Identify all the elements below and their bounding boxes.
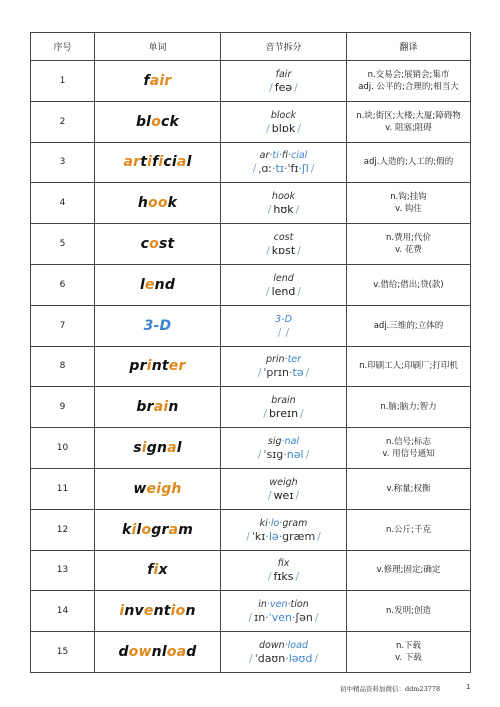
text-segment: i [119, 603, 125, 620]
text-segment: k [121, 521, 132, 538]
translation-line: v.修理;固定;确定 [376, 565, 441, 576]
text-segment: · [298, 162, 302, 176]
table-row [31, 632, 471, 673]
text-segment: ʃən [295, 611, 313, 625]
phonetic [221, 611, 346, 624]
slash-mark: / [305, 448, 310, 462]
slash-mark: / [295, 488, 300, 502]
text-segment: oa [166, 644, 187, 661]
text-segment: nt [151, 358, 169, 375]
word-cell [95, 264, 221, 305]
word-cell [95, 591, 221, 632]
text-segment: tion [290, 599, 309, 611]
text-segment: f [152, 154, 159, 171]
text-segment: ai [153, 399, 169, 416]
footer-note: 初中精品资料加微信：ddm23778 [340, 685, 441, 693]
row-number: 15 [31, 632, 95, 673]
table-row [31, 387, 471, 428]
text-segment: s [133, 440, 142, 457]
phonetic [221, 81, 346, 94]
text-segment: fair [275, 68, 292, 80]
phonetic [221, 285, 346, 298]
row-number: 3 [31, 142, 95, 183]
slash-mark: / [277, 325, 282, 339]
word-cell [95, 142, 221, 183]
slash-mark: / [266, 244, 270, 258]
text-segment: ki [259, 517, 268, 529]
translation-cell [347, 346, 471, 387]
syllable-cell [221, 224, 347, 265]
text-segment: tɪ [275, 162, 284, 176]
text-segment: h [137, 195, 148, 212]
text-segment: a [167, 440, 177, 457]
text-segment: o [149, 236, 159, 253]
phonetic [221, 448, 346, 461]
text-segment: load [287, 640, 308, 652]
text-segment: br [136, 399, 154, 416]
word-cell [95, 61, 221, 102]
text-segment: x [158, 562, 168, 579]
text-segment: tə [292, 366, 304, 380]
translation-cell [347, 509, 471, 550]
word-cell [95, 183, 221, 224]
syllable-cell [221, 61, 347, 102]
text-segment: ˈdaʊn [254, 652, 286, 666]
text-segment: · [287, 599, 291, 611]
syllable-cell [221, 468, 347, 509]
text-segment: d [186, 644, 197, 661]
syllables [221, 190, 346, 203]
text-segment: i [131, 521, 137, 538]
translation-cell [347, 632, 471, 673]
header-num: 序号 [31, 33, 95, 61]
text-segment: ləʊd [288, 652, 313, 666]
syllables [221, 435, 346, 448]
text-segment: · [266, 599, 270, 611]
slash-mark: / [248, 611, 253, 625]
slash-mark: / [266, 121, 270, 135]
text-segment: · [289, 366, 293, 380]
syllables [221, 313, 346, 326]
slash-mark: / [246, 529, 250, 543]
text-segment: e [144, 276, 155, 293]
slash-mark: / [295, 203, 300, 217]
text-segment: · [278, 529, 283, 543]
text-segment: fi [281, 150, 288, 162]
text-segment: gn [146, 440, 168, 457]
text-segment: ʃl [301, 162, 309, 176]
row-number: 9 [31, 387, 95, 428]
row-number: 13 [31, 550, 95, 591]
slash-mark: / [267, 488, 272, 502]
translation-cell [347, 264, 471, 305]
slash-mark: / [267, 203, 272, 217]
text-segment: nəl [286, 448, 304, 462]
text-segment: · [281, 436, 285, 448]
text-segment: f [147, 562, 154, 579]
text-segment: in [258, 599, 267, 611]
text-segment: down [259, 640, 285, 652]
translation-line: n.脑;脑力;智力 [380, 402, 437, 413]
text-segment: hook [271, 191, 296, 203]
syllable-cell [221, 428, 347, 469]
text-segment: lo [270, 517, 280, 529]
syllables [221, 394, 346, 407]
text-segment: io [170, 603, 186, 620]
translation-line: adj.三维的;立体的 [373, 320, 444, 331]
text-segment: c [140, 236, 150, 253]
syllables [221, 557, 346, 570]
syllable-cell [221, 346, 347, 387]
word-cell [95, 305, 221, 346]
text-segment: weigh [269, 476, 298, 488]
word-cell [95, 468, 221, 509]
row-number: 5 [31, 224, 95, 265]
translation-line: v.借给;借出;贷(款) [373, 279, 444, 290]
table-row [31, 224, 471, 265]
text-segment: lend [271, 284, 296, 298]
translation-line: v. 钩住 [395, 204, 422, 215]
syllables [221, 109, 346, 122]
phonetic [221, 570, 346, 583]
text-segment: · [284, 640, 288, 652]
translation-cell [347, 61, 471, 102]
slash-mark: / [263, 407, 267, 421]
row-number: 12 [31, 509, 95, 550]
text-segment: st [158, 236, 175, 253]
word-cell [95, 387, 221, 428]
phonetic [221, 326, 346, 339]
row-number: 8 [31, 346, 95, 387]
text-segment: air [149, 72, 172, 89]
text-segment: t [140, 154, 148, 171]
header-translation: 翻译 [347, 33, 471, 61]
translation-line: n.块;街区;大楼;大厦;障碍物 [356, 110, 461, 121]
vocabulary-table [30, 32, 471, 673]
text-segment: blɒk [271, 121, 296, 135]
text-segment: · [278, 150, 282, 162]
table-row [31, 428, 471, 469]
text-segment: d [118, 644, 129, 661]
text-segment: 3-D [275, 313, 292, 325]
text-segment: l [176, 440, 182, 457]
slash-mark: / [257, 448, 262, 462]
text-segment: l [139, 276, 145, 293]
text-segment: er [168, 358, 186, 375]
translation-line: v.称量;权衡 [386, 483, 431, 494]
row-number: 14 [31, 591, 95, 632]
word-cell [95, 101, 221, 142]
text-segment: i [146, 358, 152, 375]
text-segment: n [168, 399, 179, 416]
text-segment: f [143, 72, 150, 89]
table-row [31, 305, 471, 346]
table-row [31, 550, 471, 591]
text-segment: ˌɑː [258, 162, 273, 176]
text-segment: ar [259, 150, 270, 162]
translation-line: v. 下载 [395, 653, 422, 664]
syllable-cell [221, 142, 347, 183]
text-segment: fix [277, 558, 290, 570]
slash-mark: / [305, 366, 310, 380]
text-segment: nt [153, 603, 171, 620]
text-segment: a [168, 521, 179, 538]
text-segment: i [147, 154, 153, 171]
slash-mark: / [252, 162, 257, 176]
header-word: 单词 [95, 33, 221, 61]
slash-mark: / [294, 80, 298, 94]
translation-line: n.下载 [395, 641, 422, 652]
table-row [31, 142, 471, 183]
translation-line: adj.人造的;人工的;假的 [363, 157, 454, 168]
translation-line: n.费用;代价 [386, 233, 431, 244]
text-segment: ter [287, 354, 302, 366]
text-segment: · [272, 162, 276, 176]
table-row [31, 468, 471, 509]
text-segment: ˈprɪn [263, 366, 289, 380]
phonetic [221, 244, 346, 257]
slash-mark: / [314, 652, 319, 666]
text-segment: eigh [146, 480, 182, 497]
text-segment: ti [272, 150, 279, 162]
text-segment: ck [161, 113, 180, 130]
text-segment: k [167, 195, 178, 212]
text-segment: fɪks [273, 570, 294, 584]
row-number: 4 [31, 183, 95, 224]
text-segment: ow [128, 644, 152, 661]
syllables [221, 68, 346, 81]
table-row [31, 264, 471, 305]
text-segment: o [141, 521, 152, 538]
phonetic [221, 366, 346, 379]
text-segment: nv [124, 603, 144, 620]
text-segment: gr [151, 521, 169, 538]
text-segment: bl [135, 113, 152, 130]
text-segment: hʊk [273, 203, 294, 217]
text-segment: · [284, 354, 288, 366]
text-segment: breɪn [268, 407, 299, 421]
translation-cell [347, 387, 471, 428]
syllables [221, 231, 346, 244]
syllable-cell [221, 550, 347, 591]
text-segment: e [143, 603, 154, 620]
syllable-cell [221, 632, 347, 673]
phonetic [221, 407, 346, 420]
text-segment: i [158, 154, 164, 171]
table-header-row [31, 33, 471, 61]
phonetic [221, 162, 346, 175]
table-row [31, 61, 471, 102]
slash-mark: / [285, 325, 290, 339]
phonetic [221, 530, 346, 543]
text-segment: i [141, 440, 147, 457]
text-segment: pr [129, 358, 147, 375]
text-segment: ci [163, 154, 177, 171]
text-segment: block [270, 109, 297, 121]
text-segment: lend [273, 272, 294, 284]
row-number: 6 [31, 264, 95, 305]
slash-mark: / [310, 162, 315, 176]
syllables [221, 639, 346, 652]
slash-mark: / [317, 529, 321, 543]
translation-cell [347, 224, 471, 265]
translation-cell [347, 142, 471, 183]
syllables [221, 598, 346, 611]
translation-cell [347, 101, 471, 142]
table-row [31, 101, 471, 142]
phonetic [221, 203, 346, 216]
text-segment: sig [267, 436, 282, 448]
text-segment: ˈkɪ [251, 529, 266, 543]
syllables [221, 149, 346, 162]
text-segment: · [283, 162, 288, 176]
text-segment: · [265, 611, 269, 625]
text-segment: w [133, 480, 147, 497]
translation-line: n.印刷工人;印刷厂;打印机 [359, 361, 458, 372]
syllable-cell [221, 305, 347, 346]
table-body [31, 61, 471, 673]
table-row [31, 183, 471, 224]
word-cell [95, 550, 221, 591]
text-segment: o [151, 113, 162, 130]
row-number: 2 [31, 101, 95, 142]
table-row [31, 509, 471, 550]
translation-cell [347, 468, 471, 509]
text-segment: · [285, 652, 289, 666]
slash-mark: / [295, 570, 300, 584]
table-row [31, 346, 471, 387]
text-segment: ɪn [254, 611, 266, 625]
row-number: 11 [31, 468, 95, 509]
slash-mark: / [267, 570, 272, 584]
phonetic [221, 489, 346, 502]
slash-mark: / [257, 366, 262, 380]
text-segment: · [291, 611, 296, 625]
text-segment: ˈfɪ [287, 162, 299, 176]
text-segment: weɪ [273, 488, 294, 502]
text-segment: m [178, 521, 194, 538]
text-segment: · [283, 448, 287, 462]
slash-mark: / [297, 244, 301, 258]
text-segment: nd [154, 276, 176, 293]
syllables [221, 476, 346, 489]
translation-line: n.交易会;展销会;集市 [367, 69, 450, 80]
text-segment: i [153, 562, 159, 579]
word-cell [95, 224, 221, 265]
translation-line: n.信号;标志 [386, 437, 431, 448]
syllable-cell [221, 264, 347, 305]
slash-mark: / [300, 407, 304, 421]
text-segment: lə [268, 529, 279, 543]
translation-line: n.发明;创造 [386, 606, 431, 617]
text-segment: ˈven [268, 611, 292, 625]
text-segment: a [176, 154, 187, 171]
row-number: 10 [31, 428, 95, 469]
text-segment: · [265, 529, 269, 543]
slash-mark: / [297, 284, 302, 298]
translation-cell [347, 591, 471, 632]
translation-line: v. 用信号通知 [382, 449, 435, 460]
text-segment: prin [265, 354, 285, 366]
syllables [221, 353, 346, 366]
text-segment: · [267, 517, 271, 529]
syllables [221, 517, 346, 530]
text-segment: græm [282, 529, 316, 543]
page-number: 1 [466, 683, 471, 691]
syllable-cell [221, 591, 347, 632]
word-cell [95, 346, 221, 387]
text-segment: kɒst [271, 244, 296, 258]
text-segment: gram [282, 517, 308, 529]
syllable-cell [221, 509, 347, 550]
text-segment: cost [273, 232, 294, 244]
row-number: 1 [31, 61, 95, 102]
text-segment: feə [274, 80, 293, 94]
text-segment: l [186, 154, 192, 171]
translation-cell [347, 183, 471, 224]
text-segment: · [279, 517, 283, 529]
text-segment: cial [291, 150, 308, 162]
syllable-cell [221, 183, 347, 224]
text-segment: brain [271, 395, 296, 407]
text-segment: n [185, 603, 196, 620]
text-segment: oo [148, 195, 168, 212]
text-segment: l [136, 521, 142, 538]
word-cell [95, 632, 221, 673]
text-segment: ven [269, 599, 288, 611]
text-segment: 3-D [143, 317, 172, 334]
slash-mark: / [248, 652, 253, 666]
syllable-cell [221, 101, 347, 142]
translation-line: v. 阻塞;阻碍 [385, 122, 432, 133]
slash-mark: / [265, 284, 270, 298]
text-segment: · [287, 150, 291, 162]
text-segment: nal [284, 436, 300, 448]
translation-cell [347, 550, 471, 591]
translation-cell [347, 305, 471, 346]
translation-cell [347, 428, 471, 469]
word-cell [95, 509, 221, 550]
syllables [221, 272, 346, 285]
text-segment: ar [123, 154, 141, 171]
text-segment: nl [151, 644, 167, 661]
header-syllable: 音节拆分 [221, 33, 347, 61]
phonetic [221, 652, 346, 665]
translation-line: n.钩;挂钩 [390, 192, 427, 203]
slash-mark: / [269, 80, 273, 94]
text-segment: ˈsɪg [263, 448, 284, 462]
row-number: 7 [31, 305, 95, 346]
translation-line: n.公斤;千克 [386, 524, 431, 535]
phonetic [221, 122, 346, 135]
syllable-cell [221, 387, 347, 428]
slash-mark: / [314, 611, 319, 625]
slash-mark: / [297, 121, 301, 135]
table-row [31, 591, 471, 632]
text-segment: · [269, 150, 273, 162]
word-cell [95, 428, 221, 469]
translation-line: v. 花费 [395, 245, 422, 256]
translation-line: adj. 公平的;合理的;相当大 [358, 81, 459, 92]
